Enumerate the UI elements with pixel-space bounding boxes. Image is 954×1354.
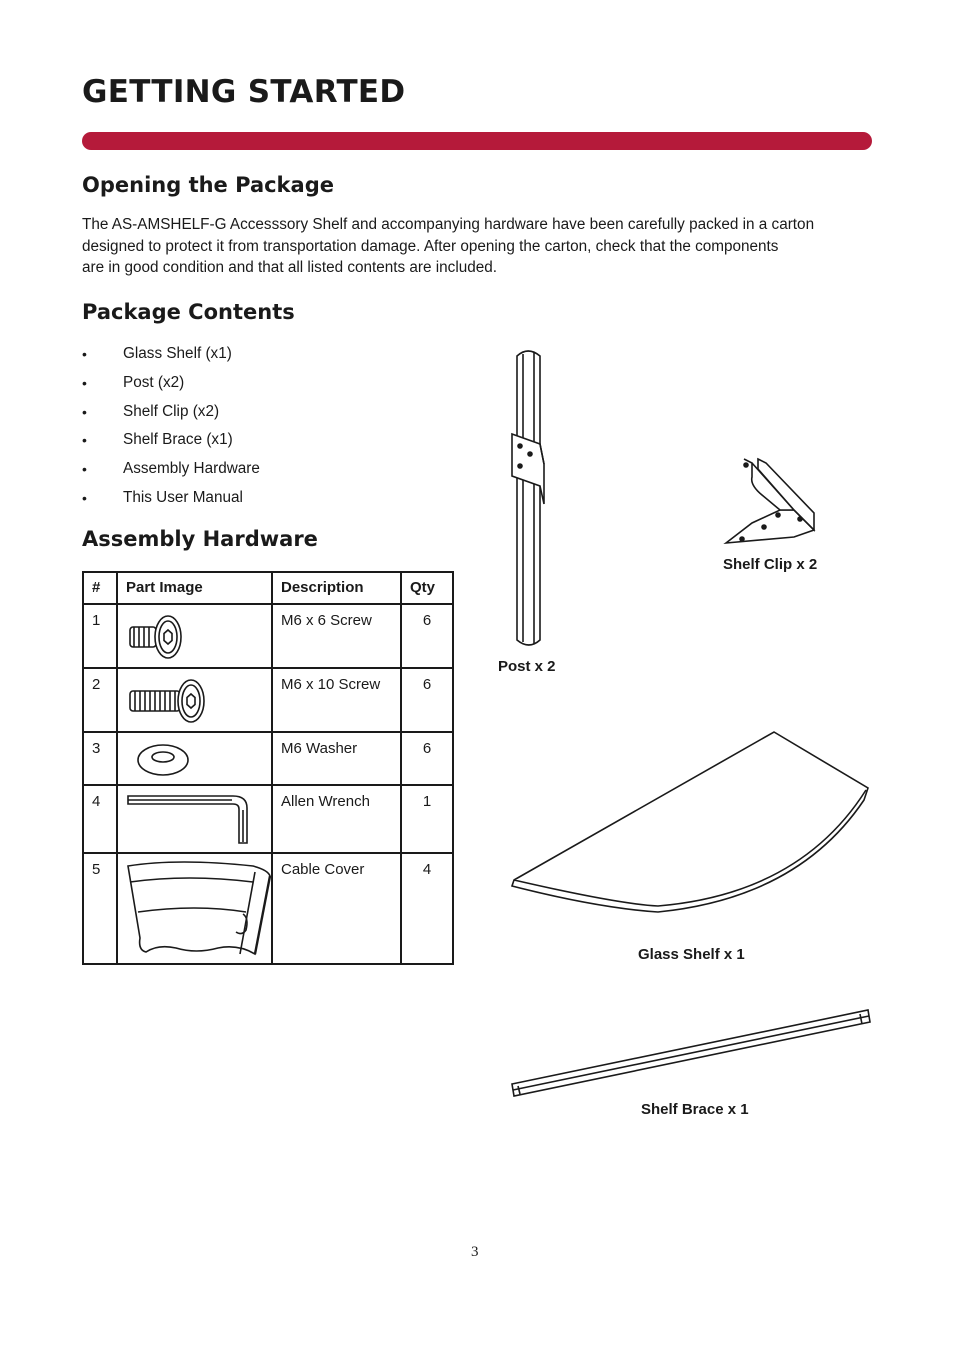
table-row bbox=[83, 853, 453, 964]
part-image-cell bbox=[117, 732, 272, 785]
page-number: 3 bbox=[471, 1244, 479, 1260]
column-header: Description bbox=[272, 572, 401, 604]
package-contents-list bbox=[82, 340, 260, 512]
glass-shelf-illustration bbox=[508, 728, 872, 918]
part-description: M6 Washer bbox=[272, 732, 401, 785]
table-row bbox=[83, 732, 453, 785]
list-item-label: Post (x2) bbox=[123, 374, 185, 392]
table-row bbox=[83, 668, 453, 732]
table-row bbox=[83, 785, 453, 853]
column-header: Part Image bbox=[117, 572, 272, 604]
column-header: # bbox=[83, 572, 117, 604]
opening-line: designed to protect it from transportation damage. After opening the carton, check that the components bbox=[82, 237, 779, 255]
part-image-cell bbox=[117, 785, 272, 853]
long-screw-icon bbox=[118, 669, 273, 733]
hardware-table bbox=[82, 571, 454, 965]
part-qty: 1 bbox=[401, 785, 453, 853]
part-number: 1 bbox=[83, 604, 117, 668]
bullet: • bbox=[82, 346, 87, 363]
part-number: 4 bbox=[83, 785, 117, 853]
part-description: Allen Wrench bbox=[272, 785, 401, 853]
short-screw-icon bbox=[118, 605, 273, 669]
part-qty: 6 bbox=[401, 668, 453, 732]
table-header-row bbox=[83, 572, 453, 604]
opening-paragraph bbox=[82, 214, 872, 279]
shelf-brace-caption: Shelf Brace x 1 bbox=[641, 1101, 749, 1118]
cable-cover-icon bbox=[118, 854, 273, 965]
shelf-clip-caption: Shelf Clip x 2 bbox=[723, 556, 818, 573]
list-item bbox=[82, 426, 260, 455]
bullet: • bbox=[82, 489, 87, 506]
part-description: M6 x 6 Screw bbox=[272, 604, 401, 668]
opening-line: are in good condition and that all listed contents are included. bbox=[82, 259, 497, 276]
list-item bbox=[82, 369, 260, 398]
part-number: 5 bbox=[83, 853, 117, 964]
part-number: 2 bbox=[83, 668, 117, 732]
part-image-cell bbox=[117, 853, 272, 964]
list-item bbox=[82, 397, 260, 426]
list-item-label: Shelf Brace (x1) bbox=[123, 431, 233, 449]
list-item-label: This User Manual bbox=[123, 488, 243, 506]
column-header: Qty bbox=[401, 572, 453, 604]
page-title: GETTING STARTED bbox=[82, 74, 406, 110]
part-qty: 6 bbox=[401, 732, 453, 785]
washer-icon bbox=[118, 733, 273, 786]
list-item bbox=[82, 483, 260, 512]
part-image-cell bbox=[117, 604, 272, 668]
post-illustration bbox=[500, 346, 560, 652]
bullet: • bbox=[82, 375, 87, 392]
list-item bbox=[82, 340, 260, 369]
package-contents-heading: Package Contents bbox=[82, 300, 295, 324]
opening-line: The AS-AMSHELF-G Accesssory Shelf and accompanying hardware have been carefully packed in a carton bbox=[82, 216, 815, 233]
part-number: 3 bbox=[83, 732, 117, 785]
opening-heading: Opening the Package bbox=[82, 173, 334, 197]
part-qty: 4 bbox=[401, 853, 453, 964]
part-qty: 6 bbox=[401, 604, 453, 668]
assembly-hardware-heading: Assembly Hardware bbox=[82, 527, 318, 551]
list-item-label: Glass Shelf (x1) bbox=[123, 345, 232, 363]
bullet: • bbox=[82, 403, 87, 420]
allen-wrench-icon bbox=[118, 786, 273, 854]
bullet: • bbox=[82, 461, 87, 478]
post-caption: Post x 2 bbox=[498, 658, 556, 675]
title-rule bbox=[82, 132, 872, 150]
part-description: M6 x 10 Screw bbox=[272, 668, 401, 732]
table-row bbox=[83, 604, 453, 668]
shelf-clip-illustration bbox=[722, 455, 822, 550]
part-image-cell bbox=[117, 668, 272, 732]
list-item-label: Assembly Hardware bbox=[123, 460, 260, 478]
bullet: • bbox=[82, 432, 87, 449]
part-description: Cable Cover bbox=[272, 853, 401, 964]
list-item-label: Shelf Clip (x2) bbox=[123, 402, 220, 420]
shelf-brace-illustration bbox=[508, 1004, 874, 1100]
glass-shelf-caption: Glass Shelf x 1 bbox=[638, 946, 745, 963]
list-item bbox=[82, 455, 260, 484]
